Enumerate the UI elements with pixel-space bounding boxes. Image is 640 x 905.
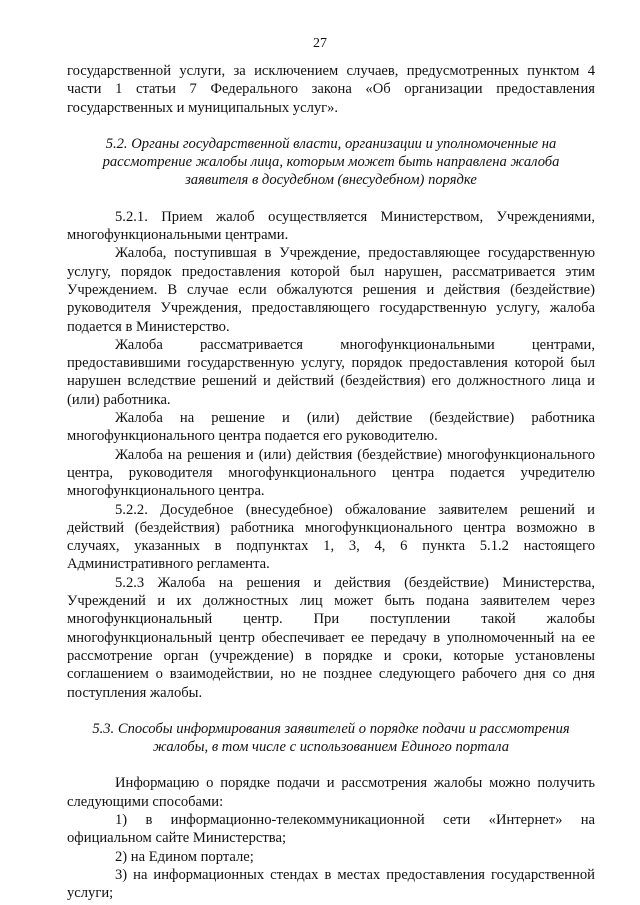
intro-paragraph: государственной услуги, за исключением случаев, предусмотренных пунктом 4 части 1 статьи 7 Федерального закона «Об организации предоставления государственных и муниципальных услуг». [67, 63, 595, 116]
paragraph-complaint-institution: Жалоба, поступившая в Учреждение, предоставляющее государственную услугу, порядок предоставления которой был нарушен, рассматривается этим Учреждением. В случае если обжалуются решения и действия (бездействие) руководителя Учреждения, предоставляющего государственную услугу, жалоба подается в Министерство. [67, 245, 595, 335]
paragraph-complaint-mfc: Жалоба рассматривается многофункциональными центрами, предоставившими государственную услугу, порядок предоставления которой был нарушен вследствие решений и действий (бездействия) его должностного лица и (или) работника. [67, 336, 595, 408]
page-number: 27 [313, 36, 327, 51]
list-item-internet: 1) в информационно-телекоммуникационной сети «Интернет» на официальном сайте Министерства; [67, 811, 595, 847]
list-item-portal: 2) на Едином портале; [115, 848, 254, 865]
section-5-3-heading: 5.3. Способы информирования заявителей о порядке подачи и рассмотрения жалобы, в том числе с использованием Единого портала [92, 720, 570, 756]
paragraph-5-2-3: 5.2.3 Жалоба на решения и действия (бездействие) Министерства, Учреждений и их должностных лиц может быть подана заявителем через многофункциональный центр. При поступлении такой жалобы многофункциональный центр обеспечивает ее передачу в уполномоченный на ее рассмотрение орган (учреждение) в порядке и сроки, которые установлены соглашением о взаимодействии, но не позднее следующего рабочего дня со дня поступления жалобы. [67, 574, 595, 701]
paragraph-5-2-2: 5.2.2. Досудебное (внесудебное) обжалование заявителем решений и действий (бездействия) работника многофункционального центра возможно в случаях, указанных в подпунктах 1, 3, 4, 6 пункта 5.1.2 настоящего Административного регламента. [67, 501, 595, 573]
paragraph-5-3-intro: Информацию о порядке подачи и рассмотрения жалобы можно получить следующими способами: [67, 775, 595, 810]
section-5-2-heading: 5.2. Органы государственной власти, организации и уполномоченные на рассмотрение жалобы лица, которым может быть направлена жалоба заявителя в досудебном (внесудебном) порядке [102, 135, 560, 189]
paragraph-complaint-mfc-employee: Жалоба на решение и (или) действие (бездействие) работника многофункционального центра подается его руководителю. [67, 410, 595, 445]
document-body [67, 62, 595, 902]
list-item-stands: 3) на информационных стендах в местах предоставления государственной услуги; [67, 866, 595, 902]
paragraph-5-2-1: 5.2.1. Прием жалоб осуществляется Министерством, Учреждениями, многофункциональными центрами. [67, 208, 595, 244]
paragraph-complaint-mfc-head: Жалоба на решения и (или) действия (бездействие) многофункционального центра, руководителя многофункционального центра подается учредителю многофункционального центра. [67, 446, 595, 500]
